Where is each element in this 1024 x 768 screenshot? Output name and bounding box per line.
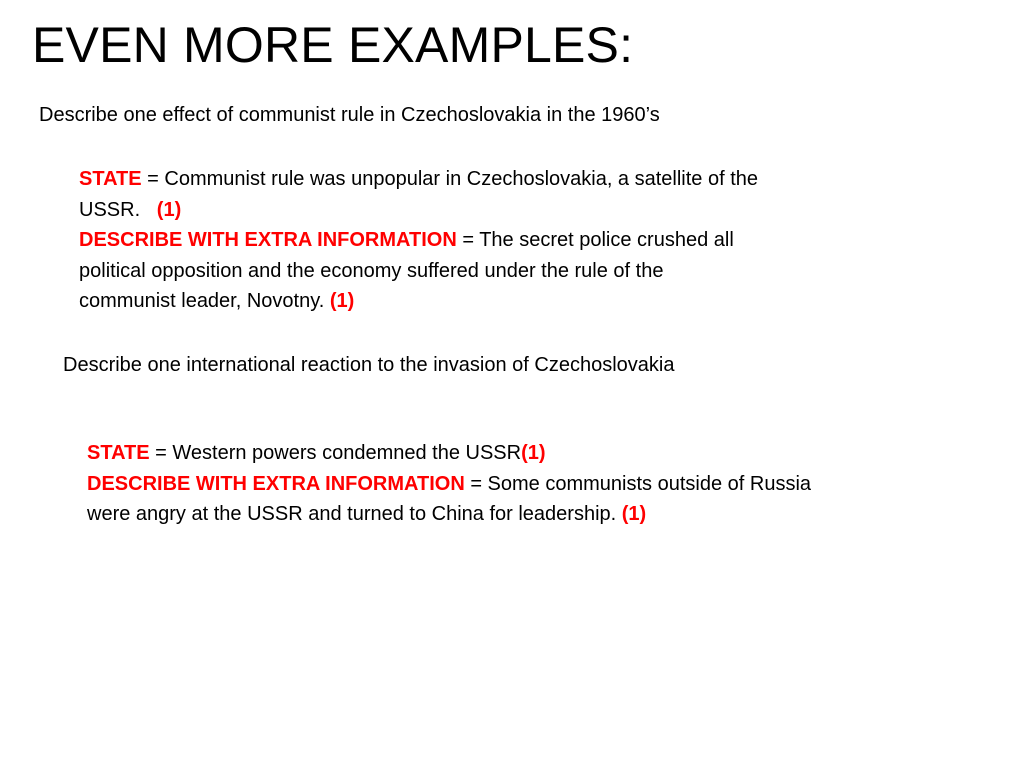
mark-badge: (1) xyxy=(621,503,647,525)
answer-line xyxy=(79,286,869,317)
state-text: = Western powers condemned the USSR xyxy=(149,442,522,464)
answer-line xyxy=(79,225,869,256)
describe-text: = Some communists outside of Russia xyxy=(464,472,812,495)
question-1-answer xyxy=(79,164,869,317)
question-2-answer xyxy=(87,438,907,530)
describe-text: = The secret police crushed all xyxy=(456,229,734,251)
state-label: STATE xyxy=(87,442,150,464)
question-1-prompt: Describe one effect of communist rule in Czechoslovakia in the 1960’s xyxy=(39,104,660,126)
describe-text: were angry at the USSR and turned to China for leadership. xyxy=(87,503,622,525)
describe-label: DESCRIBE WITH EXTRA INFORMATION xyxy=(87,472,465,495)
describe-text: communist leader, Novotny. xyxy=(79,290,330,312)
answer-line xyxy=(79,256,869,287)
state-text: USSR. xyxy=(79,198,157,221)
answer-line xyxy=(79,164,869,195)
state-label: STATE xyxy=(79,168,142,190)
mark-badge: (1) xyxy=(521,442,546,464)
slide-title: EVEN MORE EXAMPLES: xyxy=(32,17,634,73)
mark-badge: (1) xyxy=(329,290,355,312)
describe-text: political opposition and the economy suffered under the rule of the xyxy=(79,259,664,282)
answer-line xyxy=(87,469,907,500)
state-text: = Communist rule was unpopular in Czechoslovakia, a satellite of the xyxy=(141,168,759,190)
mark-badge: (1) xyxy=(156,198,182,221)
answer-line xyxy=(87,438,907,469)
describe-label: DESCRIBE WITH EXTRA INFORMATION xyxy=(79,229,457,251)
answer-line xyxy=(79,195,869,226)
question-2-prompt: Describe one international reaction to the invasion of Czechoslovakia xyxy=(63,354,675,376)
answer-line xyxy=(87,499,907,530)
